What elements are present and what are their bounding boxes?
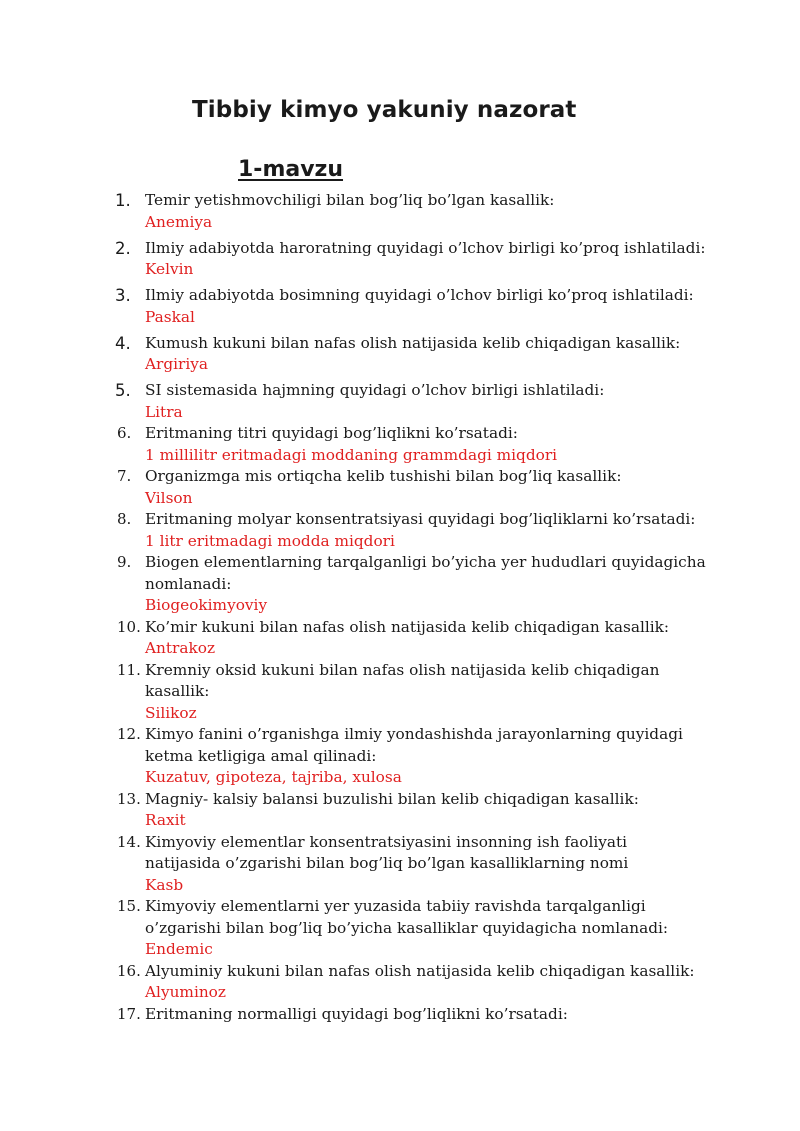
topic-heading: 1-mavzu [238,157,344,182]
question-item [0,333,705,376]
answer-text: Anemiya [145,212,213,231]
question-text: Eritmaning molyar konsentratsiyasi quyidagi bog’liqliklarni ko’rsatadi: [145,510,696,528]
question-number: 8. [117,510,132,528]
question-number: 12. [117,725,141,743]
question-text: ketma ketligiga amal qilinadi: [145,746,377,765]
question-number: 9. [117,553,132,571]
question-item [0,423,705,466]
question-list [0,190,800,1025]
answer-text: Kelvin [145,260,194,278]
question-item [0,238,705,281]
question-number: 2. [115,238,131,258]
question-number: 1. [115,191,131,210]
answer-text: Silikoz [145,703,197,722]
question-text: Biogen elementlarning tarqalganligi bo’yicha yer hududlari quyidagicha [145,553,706,571]
question-number: 14. [117,832,141,851]
question-text: Temir yetishmovchiligi bilan bog’liq bo’lgan kasallik: [145,191,555,209]
question-text: Kimyoviy elementlar konsentratsiyasini insonning ish faoliyati [145,832,628,851]
question-text: Ko’mir kukuni bilan nafas olish natijasida kelib chiqadigan kasallik: [145,617,670,636]
question-number: 3. [115,286,131,305]
question-number: 4. [115,333,131,353]
question-number: 11. [117,660,141,679]
question-item [0,466,705,509]
answer-text: Litra [145,402,183,421]
question-text: natijasida o’zgarishi bilan bog’liq bo’lgan kasalliklarning nomi [145,854,629,872]
answer-text: Antrakoz [145,639,216,657]
question-item [0,509,705,552]
answer-text: Kuzatuv, gipoteza, tajriba, xulosa [145,768,402,786]
question-item [0,1004,705,1026]
question-number: 13. [117,789,141,808]
question-text: Magniy- kalsiy balansi buzulishi bilan kelib chiqadigan kasallik: [145,789,639,808]
question-text: Alyuminiy kukuni bilan nafas olish natijasida kelib chiqadigan kasallik: [145,961,695,980]
answer-text: Alyuminoz [145,983,226,1001]
question-item [0,380,705,423]
question-item [0,789,705,832]
question-item [0,552,705,617]
answer-text: Biogeokimyoviy [145,596,268,614]
question-text: Eritmaning normalligi quyidagi bog’liqlikni ko’rsatadi: [145,1004,568,1023]
question-item [0,617,705,660]
document-title: Tibbiy kimyo yakuniy nazorat [192,97,577,123]
question-text: Kimyoviy elementlarni yer yuzasida tabiiy ravishda tarqalganligi [145,897,646,915]
question-item [0,724,705,789]
question-number: 17. [117,1004,141,1023]
answer-text: Argiriya [145,355,209,373]
question-text: kasallik: [145,682,210,700]
question-number: 6. [117,424,132,442]
question-number: 16. [117,961,141,980]
question-text: Ilmiy adabiyotda haroratning quyidagi o’lchov birligi ko’proq ishlatiladi: [145,238,706,257]
question-text: Kimyo fanini o’rganishga ilmiy yondashishda jarayonlarning quyidagi [145,725,683,743]
question-number: 7. [117,467,132,485]
answer-text: 1 litr eritmadagi modda miqdori [145,531,395,550]
question-number: 15. [117,897,141,915]
question-item [0,896,705,961]
answer-text: 1 millilitr eritmadagi moddaning grammdagi miqdori [145,445,558,464]
answer-text: Vilson [145,488,193,507]
answer-text: Kasb [145,875,184,894]
answer-text: Paskal [145,307,195,326]
question-item [0,285,705,328]
question-text: o’zgarishi bilan bog’liq bo’yicha kasalliklar quyidagicha nomlanadi: [145,918,669,937]
question-text: nomlanadi: [145,574,232,593]
question-item [0,961,705,1004]
question-text: Ilmiy adabiyotda bosimning quyidagi o’lchov birligi ko’proq ishlatiladi: [145,286,694,304]
question-item [0,190,705,233]
question-number: 5. [115,381,131,400]
answer-text: Raxit [145,811,186,829]
question-text: Eritmaning titri quyidagi bog’liqlikni ko’rsatadi: [145,424,518,442]
question-text: Kumush kukuni bilan nafas olish natijasida kelib chiqadigan kasallik: [145,333,681,352]
question-text: Organizmga mis ortiqcha kelib tushishi bilan bog’liq kasallik: [145,467,622,485]
answer-text: Endemic [145,940,213,958]
question-item [0,832,705,897]
question-text: SI sistemasida hajmning quyidagi o’lchov birligi ishlatiladi: [145,381,605,399]
question-number: 10. [117,617,141,636]
question-text: Kremniy oksid kukuni bilan nafas olish natijasida kelib chiqadigan [145,660,660,679]
question-item [0,660,705,725]
